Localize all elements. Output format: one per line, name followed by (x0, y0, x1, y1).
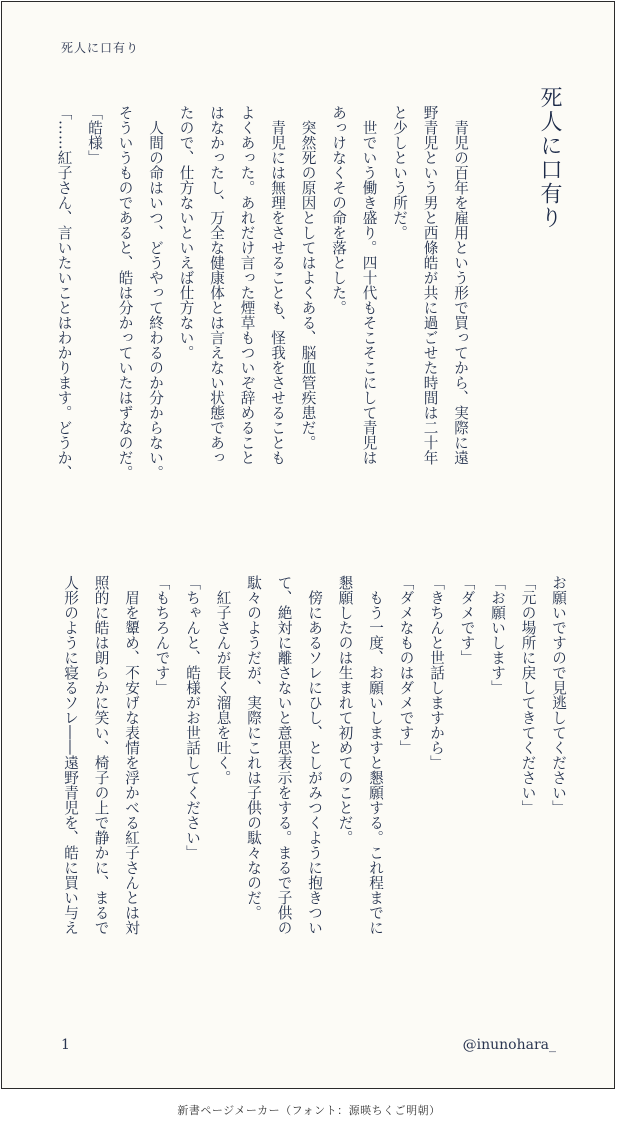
text-line: 「皓様」 (86, 105, 103, 165)
text-line: そういうものであると、皓は分かっていたはずなのだ。 (116, 105, 134, 480)
text-line: 紅子さんが長く溜息を吐く。 (214, 575, 232, 785)
text-line: て、絶対に離さないと意思表示をする。まるで子供の (275, 575, 293, 935)
author-credit: @inunohara_ (462, 1037, 556, 1053)
body-text-top (55, 105, 475, 535)
page-number: 1 (61, 1037, 70, 1053)
text-line: 「ちゃんと、皓様がお世話してください」 (184, 575, 201, 860)
text-line: 「ダメです」 (458, 575, 476, 665)
text-line: 「ダメなものはダメです」 (397, 575, 415, 755)
text-line: 眉を顰め、不安げな表情を浮かべる紅子さんとは対 (123, 575, 140, 935)
text-line: 「元の場所に戻してきてください」 (519, 575, 537, 815)
generator-credit: 新書ページメーカー（フォント：源暎ちくご明朝） (177, 1104, 441, 1117)
text-line: よくあった。あれだけ言った煙草もついぞ辞めること (238, 105, 256, 465)
book-page (1, 1, 615, 1089)
text-line: 懇願したのは生まれて初めてのことだ。 (336, 575, 354, 845)
text-line: と少しという所だ。 (391, 105, 408, 240)
text-line: 人形のように寝るソレ――遠野青児を、皓に買い与え (62, 575, 79, 935)
text-line: 「きちんと世話しますから」 (428, 575, 445, 770)
text-line: 世でいう働き盛り。四十代もそこそこにして青児は (360, 105, 378, 465)
text-line: たので、仕方ないといえば仕方ない。 (177, 105, 195, 360)
text-line: 照的に皓は朗らかに笑い、椅子の上で静かに、まるで (92, 575, 110, 935)
text-line: あっけなくその命を落とした。 (330, 105, 347, 315)
text-line: 傍にあるソレにひし、としがみつくように抱きつい (306, 575, 323, 935)
text-line: 「もちろんです」 (153, 575, 171, 695)
running-head: 死人に口有り (61, 41, 140, 55)
text-line: 人間の命はいつ、どうやって終わるのか分からない。 (147, 105, 164, 480)
text-line: 駄々のようだが、実際にこれは子供の駄々なのだ。 (245, 575, 262, 920)
chapter-title: 死人に口有り (537, 86, 562, 230)
text-line: はなかったし、万全な健康体とは言えない状態であっ (208, 105, 225, 465)
text-line: 突然死の原因としてはよくある、脳血管疾患だ。 (299, 105, 317, 450)
text-line: 「お願いします」 (489, 575, 506, 695)
text-line: 「……紅子さん、言いたいことはわかります。どうか、 (55, 105, 73, 480)
text-line: 青児には無理をさせることも、怪我をさせることも (269, 105, 286, 465)
text-line: 青児の百年を雇用という形で買ってから、実際に遠 (452, 105, 469, 465)
text-line: 野青児という男と西條皓が共に過ごせた時間は二十年 (421, 105, 439, 465)
body-text-bottom (33, 575, 573, 1015)
text-line: お願いですので見逃してください」 (550, 575, 567, 815)
text-line: もう一度、お願いしますと懇願する。これ程までに (367, 575, 384, 935)
